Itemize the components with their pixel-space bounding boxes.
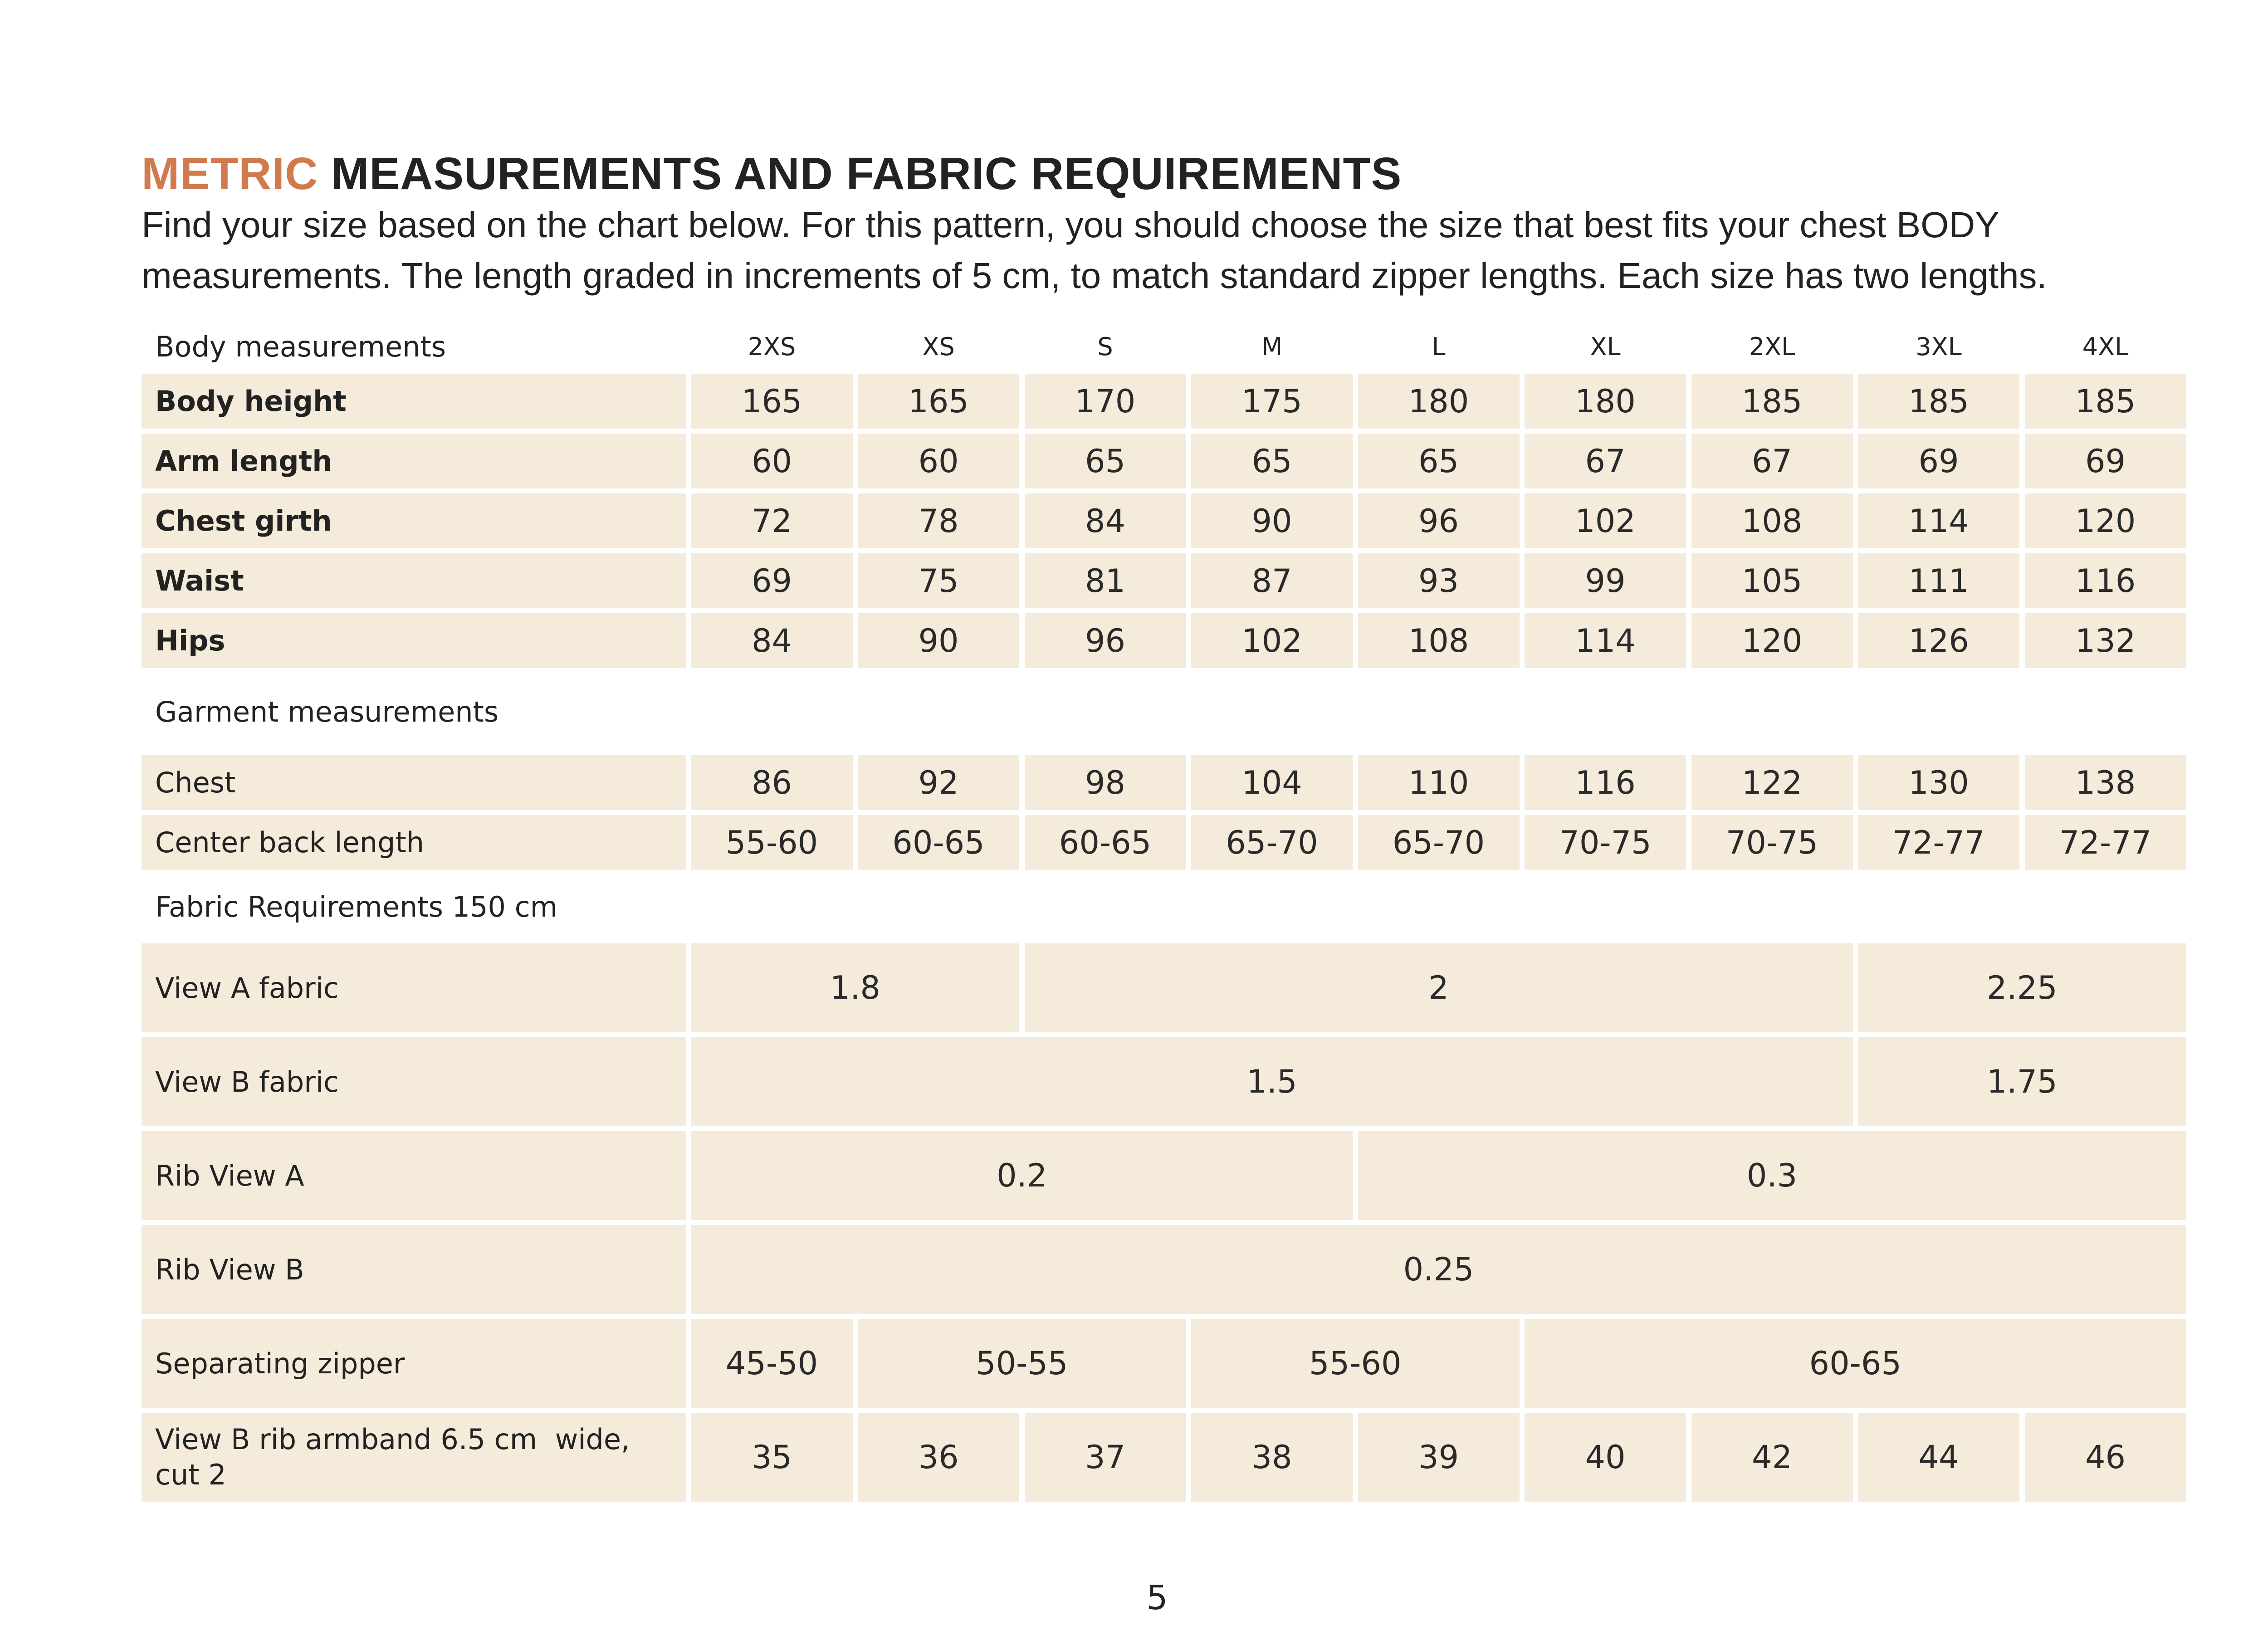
table-cell: 46 [2025, 1413, 2186, 1502]
table-cell: 60-65 [858, 815, 1019, 870]
row-label-rib-view-b: Rib View B [142, 1225, 686, 1314]
table-cell: 180 [1358, 374, 1520, 429]
table-cell: 84 [1025, 493, 1186, 548]
armband-label-line-1: View B rib armband 6.5 cm wide, [155, 1423, 630, 1456]
table-cell: 55-60 [1191, 1319, 1520, 1408]
table-cell: 65 [1358, 434, 1520, 488]
table-cell: 65-70 [1191, 815, 1353, 870]
table-cell: 44 [1858, 1413, 2019, 1502]
fabric-requirements-heading: Fabric Requirements 150 cm [155, 890, 558, 923]
size-header: S [1097, 332, 1113, 361]
table-cell: 72-77 [1858, 815, 2019, 870]
intro-line-1: Find your size based on the chart below. For this pattern, you should choose the size that best fits your chest BODY [142, 205, 1999, 245]
table-cell: 60 [858, 434, 1019, 488]
size-header: 2XS [748, 332, 796, 361]
table-cell: 65 [1191, 434, 1353, 488]
size-header: XL [1590, 332, 1621, 361]
table-cell: 114 [1858, 493, 2019, 548]
size-header: 3XL [1916, 332, 1962, 361]
table-cell: 165 [858, 374, 1019, 429]
table-cell: 165 [691, 374, 853, 429]
table-cell: 75 [858, 553, 1019, 608]
table-cell: 170 [1025, 374, 1186, 429]
table-cell: 96 [1358, 493, 1520, 548]
table-cell: 90 [858, 613, 1019, 668]
table-cell: 114 [1525, 613, 1686, 668]
table-cell: 70-75 [1525, 815, 1686, 870]
table-cell: 122 [1691, 755, 1853, 810]
table-cell: 70-75 [1691, 815, 1853, 870]
table-cell: 2.25 [1858, 943, 2186, 1032]
row-label-center-back-length: Center back length [142, 815, 686, 870]
row-label-view-a-fabric: View A fabric [142, 943, 686, 1032]
table-cell: 93 [1358, 553, 1520, 608]
table-cell: 2 [1025, 943, 1853, 1032]
table-cell: 111 [1858, 553, 2019, 608]
table-cell: 78 [858, 493, 1019, 548]
table-cell: 72 [691, 493, 853, 548]
title-rest: MEASUREMENTS AND FABRIC REQUIREMENTS [318, 148, 1402, 199]
page-title [142, 144, 1402, 203]
table-cell: 180 [1525, 374, 1686, 429]
table-cell: 90 [1191, 493, 1353, 548]
table-cell: 39 [1358, 1413, 1520, 1502]
table-cell: 120 [2025, 493, 2186, 548]
table-cell: 69 [2025, 434, 2186, 488]
table-cell: 65-70 [1358, 815, 1520, 870]
size-header: 2XL [1749, 332, 1795, 361]
table-cell: 55-60 [691, 815, 853, 870]
table-cell: 185 [1858, 374, 2019, 429]
row-label-view-b-fabric: View B fabric [142, 1037, 686, 1126]
body-measurements-heading: Body measurements [155, 330, 446, 363]
table-cell: 104 [1191, 755, 1353, 810]
table-cell: 86 [691, 755, 853, 810]
page-number: 5 [1146, 1578, 1168, 1617]
intro-line-2: measurements. The length graded in increments of 5 cm, to match standard zipper lengths. Each size has two lengths. [142, 255, 2047, 296]
table-cell: 60 [691, 434, 853, 488]
table-cell: 1.5 [691, 1037, 1853, 1126]
table-cell: 98 [1025, 755, 1186, 810]
table-cell: 120 [1691, 613, 1853, 668]
table-cell: 116 [1525, 755, 1686, 810]
table-cell: 108 [1691, 493, 1853, 548]
table-cell: 42 [1691, 1413, 1853, 1502]
table-cell: 35 [691, 1413, 853, 1502]
table-cell: 60-65 [1025, 815, 1186, 870]
table-cell: 60-65 [1525, 1319, 2186, 1408]
table-cell: 92 [858, 755, 1019, 810]
table-cell: 138 [2025, 755, 2186, 810]
table-cell: 0.2 [691, 1131, 1353, 1220]
table-cell: 38 [1191, 1413, 1353, 1502]
table-cell: 84 [691, 613, 853, 668]
size-header: L [1432, 332, 1446, 361]
row-label-separating-zipper: Separating zipper [142, 1319, 686, 1408]
row-label-rib-view-a: Rib View A [142, 1131, 686, 1220]
row-label-arm-length: Arm length [142, 434, 686, 488]
row-label-chest-girth: Chest girth [142, 493, 686, 548]
size-table [142, 324, 2186, 1502]
garment-measurements-heading: Garment measurements [155, 695, 499, 728]
table-cell: 126 [1858, 613, 2019, 668]
table-cell: 96 [1025, 613, 1186, 668]
table-cell: 36 [858, 1413, 1019, 1502]
table-cell: 130 [1858, 755, 2019, 810]
table-cell: 99 [1525, 553, 1686, 608]
table-cell: 69 [691, 553, 853, 608]
table-cell: 108 [1358, 613, 1520, 668]
table-cell: 67 [1691, 434, 1853, 488]
table-cell: 0.3 [1358, 1131, 2186, 1220]
row-label-chest: Chest [142, 755, 686, 810]
table-cell: 110 [1358, 755, 1520, 810]
table-cell: 50-55 [858, 1319, 1186, 1408]
row-label-body-height: Body height [142, 374, 686, 429]
title-accent: METRIC [142, 148, 318, 199]
armband-label-line-2: cut 2 [155, 1458, 226, 1491]
row-label-hips: Hips [142, 613, 686, 668]
table-cell: 116 [2025, 553, 2186, 608]
row-label-waist: Waist [142, 553, 686, 608]
table-cell: 87 [1191, 553, 1353, 608]
size-header: XS [922, 332, 955, 361]
size-header: 4XL [2082, 332, 2129, 361]
table-cell: 102 [1191, 613, 1353, 668]
table-cell: 1.8 [691, 943, 1020, 1032]
table-cell: 102 [1525, 493, 1686, 548]
size-header: M [1261, 332, 1283, 361]
table-cell: 185 [1691, 374, 1853, 429]
table-cell: 69 [1858, 434, 2019, 488]
table-cell: 1.75 [1858, 1037, 2186, 1126]
table-cell: 0.25 [691, 1225, 2186, 1314]
table-cell: 65 [1025, 434, 1186, 488]
table-cell: 132 [2025, 613, 2186, 668]
table-cell: 185 [2025, 374, 2186, 429]
intro-text [142, 200, 2183, 301]
table-cell: 105 [1691, 553, 1853, 608]
table-cell: 67 [1525, 434, 1686, 488]
table-cell: 40 [1525, 1413, 1686, 1502]
table-cell: 37 [1025, 1413, 1186, 1502]
table-cell: 81 [1025, 553, 1186, 608]
table-cell: 45-50 [691, 1319, 853, 1408]
table-cell: 72-77 [2025, 815, 2186, 870]
row-label-view-b-rib-armband [142, 1413, 686, 1502]
table-cell: 175 [1191, 374, 1353, 429]
